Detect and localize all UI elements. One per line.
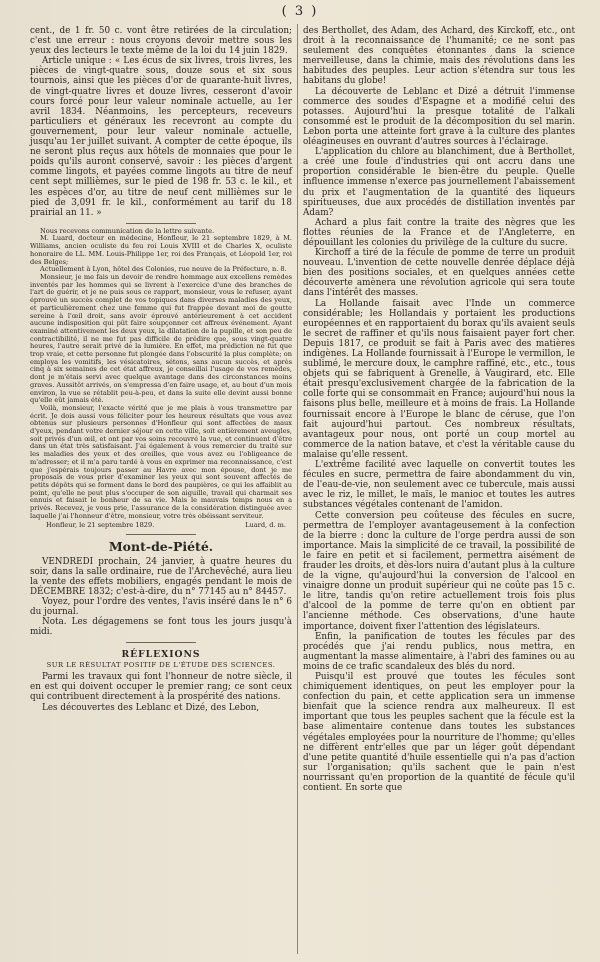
section-divider — [126, 642, 196, 643]
auction-order-note: Voyez, pour l'ordre des ventes, l'avis inséré dans le n° 6 du journal. — [30, 596, 292, 617]
reflexions-paragraph-1: Parmi les travaux qui font l'honneur de notre siècle, il en est qui doivent occuper le premier rang; ce sont ceux qui contribuent directement à la prospérité des nations. — [30, 672, 292, 703]
conversion-paragraph: Cette conversion peu coûteuse des fécules en sucre, permettra de l'employer avantageusement à la confection de la bierre : donc la culture de l'orge perdra aussi de son importance. Mais la simplicité de ce travail, la possibilité de le faire en petit et si facilement, permettra aisément de frauder les droits, et dès-lors nuira d'autant plus à la culture de la vigne, qu'aujourd'hui la conversion de l'alcool en vinaigre donne un produit supérieur qui ne coûte pas 15 c. le litre, tandis qu'on retire actuellement trois fois plus d'alcool de la pomme de terre qu'on en obtient par l'ancienne méthode. Ces observations, d'une haute importance, doivent fixer l'attention des législateurs. — [303, 510, 575, 632]
scientists-paragraph: des Berthollet, des Adam, des Achard, des Kirckoff, etc., ont droit à la reconnaissance de l'humanité; ce ne sont pas seulement des conquêtes étonnantes dans la science merveilleuse, dans la chimie, mais des révolutions dans les habitudes des peuples. Leur action s'étendra sur tous les habitans du globe! — [303, 26, 575, 87]
coin-intro-paragraph: cent., de 1 fr. 50 c. vont être retirées de la circulation; c'est une erreur : nous croyons devoir mettre sous les yeux des lecteurs le texte même de la loi du 14 juin 1829. — [30, 26, 292, 57]
panification-paragraph: Enfin, la panification de toutes les fécules par des procédés que j'ai rendu publics, nous mettra, en augmentant la masse alimentaire, à l'abri des famines ou au moins de ce trafic scandaleux des blés du nord. — [303, 631, 575, 672]
reflexions-heading: RÉFLEXIONS — [121, 649, 201, 661]
left-column — [30, 26, 292, 713]
leblanc-dize-paragraph: La découverte de Leblanc et Dizé a détruit l'immense commerce des soudes d'Espagne et a modifié celui des potasses. Aujourd'hui la presque totalité de l'alkali consommé est le produit de la décomposition du sel marin. Lebon porta une atteinte fort grave à la culture des plantes oléagineuses en ouvrant d'autres sources à l'éclairage. — [303, 86, 575, 148]
letter-body-1: Monsieur, je me fais un devoir de rendre hommage aux excellens remèdes inventés par les hommes qui se livrent à l'exercice d'une des branches de l'art de guérir, et je ne puis sous ce rapport, monsieur, vous le refuser, ayant éprouvé un succès complet de vos topiques dans diverses maladies des yeux, et particulièrement chez une femme qui fut frappée devant moi de goutte sereine à l'œil droit, sans avoir éprouvé antérieurement à cet accident aucune indisposition qui pût faire soupçonner cet affreux événement. Ayant examiné attentivement les deux yeux, la dilatation de la pupille, et son peu de contractibilité, il ne me fut pas difficile de prédire que, sous vingt-quatre heures, l'autre serait privé de la lumière. En effet, ma prédiction ne fut que trop vraie, et cette personne fut plongée dans l'obscurité la plus complète; on employa les vomitifs, les vésicatoires, sétons, sans aucun succès, et après cinq à six semaines de cet état affreux, je conseillai l'usage de vos remèdes, dont je m'étais servi avec quelque avantage dans des circonstances moins graves. Aussitôt arrivés, on s'empressa d'en faire usage, et, au bout d'un mois environ, la vue se rétablit peu-à-peu, et dans la suite elle devint aussi bonne qu'elle eût jamais été. — [30, 273, 292, 405]
berthollet-paragraph: L'application du chlore au blanchiment, due à Berthollet, a créé une foule d'industries qui ont accru dans une proportion considérable le bien-être du peuple. Quelle influence immense n'exerce pas journellement l'abaissement du prix et l'augmentation de la quantité des liqueurs spiritueuses, due aux procédés de distillation inventés par Adam? — [303, 147, 575, 218]
section-divider — [126, 534, 196, 535]
letter-address: Actuellement à Lyon, hôtel des Colonies, rue neuve de la Préfecture, n. 8. — [40, 265, 287, 274]
auction-notice: VENDREDI prochain, 24 janvier, à quatre heures du soir, dans la salle ordinaire, rue de l'Archevêché, aura lieu la vente des effets mobiliers, engagés pendant le mois de DÉCEMBRE 1832; c'est-à-dire, du n° 77145 au n° 84457. — [30, 556, 292, 597]
hollande-paragraph: La Hollande faisait avec l'Inde un commerce considérable; les Hollandais y portaient les productions européennes et en rapportaient du borax qu'ils avaient seuls le secret de raffiner et qu'ils nous faisaient payer fort cher. Depuis 1817, ce produit se fait à Paris avec des matières indigènes. La Hollande fournissait à l'Europe le vermillon, le sublimé, le mercure doux, le camphre raffiné, etc., etc., tous objets qui se fabriquent à Grenelle, à Vaugirard, etc. Elle était presqu'exclusivement chargée de la fabrication de la colle forte qui se consommait en France; aujourd'hui nous la faisons plus belle, meilleure et à moins de frais. La Hollande fournissait encore à l'Europe le blanc de céruse, que l'on fait aujourd'hui partout. Ces nombreux résultats, avantageux pour nous, ont porté un coup mortel au commerce de la nation batave, et c'est la véritable cause du malaise qu'elle ressent. — [303, 298, 575, 460]
section-divider — [126, 223, 196, 224]
fecules-sucre-paragraph: L'extrême facilité avec laquelle on convertit toutes les fécules en sucre, permettra de faire abondamment du vin, de l'eau-de-vie, non seulement avec ce tubercule, mais aussi avec le riz, le millet, le maïs, le manioc et toutes les autres substances végétales contenant de l'amidon. — [303, 460, 575, 511]
right-column — [303, 26, 575, 793]
fecule-pain-paragraph: Puisqu'il est prouvé que toutes les fécules sont chimiquement identiques, on peut les employer pour la confection du pain, et cette application sera un immense bienfait que la science rendra aux malheureux. Il est important que tous les peuples sachent que la fécule est la base alimentaire contenue dans toutes les substances végétales employées pour la nourriture de l'homme; qu'elles ne diffèrent entr'elles que par un léger goût dépendant d'une petite quantité d'huile essentielle qui n'a pas d'action sur l'organisation; qu'ils sachent que le pain n'est nourrissant qu'en proportion de la quantité de fécule qu'il contient. En sorte que — [303, 672, 575, 794]
letter-header: M. Luard, docteur en médecine, Honfleur, le 21 septembre 1829, à M. Williams, ancien oculiste du feu roi Louis XVIII et de Charles X, oculiste honoraire de LL. MM. Louis-Philippe 1er, roi des Français, et Léopold 1er, roi des Belges; — [30, 234, 292, 266]
reflexions-paragraph-2: Les découvertes des Leblanc et Dizé, des Lebon, — [42, 702, 260, 713]
law-article-paragraph: Article unique : « Les écus de six livres, trois livres, les pièces de vingt-quatre sous, douze sous et six sous tournois, ainsi que les pièces d'or de quarante-huit livres, de vingt-quatre livres et douze livres, cesseront d'avoir cours forcé pour leur valeur nominale actuelle, au 1er avril 1834. Néanmoins, les percepteurs, receveurs particuliers et généraux les recevront au compte du gouvernement, pour leur valeur nominale actuelle, jusqu'au 1er juillet suivant. A compter de cette époque, ils ne seront plus reçus aux hôtels de monnaies que pour le poids qu'ils auront conservé, savoir : les pièces d'argent comme lingots, et payées comme lingots au titre de neuf cent sept millièmes, sur le pied de 198 fr. 53 c. le kil., et les espèces d'or, au titre de neuf cent millièmes sur le pied de 3,091 fr. le kil., conformément au tarif du 18 prairial an 11. » — [30, 56, 292, 218]
achard-paragraph: Achard a plus fait contre la traite des nègres que les flottes réunies de la France et de l'Angleterre, en dépouillant les colonies du privilège de la culture du sucre. — [303, 217, 575, 248]
letter-body-2: Voilà, monsieur, l'exacte vérité que je me plais à vous transmettre par écrit. Je dois aussi vous féliciter pour les heureux résultats que vous avez obtenus sur plusieurs personnes d'Honfleur qui sont affectées de maux d'yeux, pendant votre dernier séjour en cette ville, soit entièrement aveugles, soit privés d'un œil, et ont par vos soins recouvré la vue, et continuent d'être dans un état très satisfaisant. J'ai également à vous remercier du traité sur les maladies des yeux et des oreilles, que vous avez eu l'obligeance de m'adresser; et il m'a paru tardé à vous en exprimer ma reconnaissance, c'est que j'espérais toujours passer au Havre avec mon épouse, dont je me proposais de vous prier d'examiner les yeux qui sont souvent affectés de petits dépôts qui se forment dans le bord des paupières, ce qui les affaiblit au point, qu'elle ne peut plus s'occuper de son aiguille, travail qui charmait ses ennuis et faisait le bonheur de sa vie. Mais le mauvais temps nous en a privés. Recevez, je vous prie, l'assurance de la considération distinguée avec laquelle j'ai l'honneur d'être, monsieur, votre très obéissant serviteur. — [30, 403, 292, 520]
column-divider — [297, 24, 298, 954]
letter-intro: Nous recevons communication de la lettre suivante. — [40, 226, 215, 235]
reflexions-subheading: SUR LE RÉSULTAT POSITIF DE L'ÉTUDE DES SCIENCES. — [46, 661, 276, 670]
signature-name: Luard, d. m. — [245, 520, 286, 529]
mont-de-piete-heading: Mont-de-Piété. — [108, 538, 214, 554]
signature-place-date: Honfleur, le 21 septembre 1829. — [46, 520, 155, 529]
auction-nota: Nota. Les dégagemens se font tous les jours jusqu'à midi. — [30, 617, 292, 638]
page-number: ( 3 ) — [281, 4, 319, 19]
kirchoff-paragraph: Kirchoff a tiré de la fécule de pomme de terre un produit nouveau. L'invention de cette nouvelle denrée déplace déjà bien des positions sociales, et en quelques années cette découverte amènera une révolution agricole qui sera toute dans l'intérêt des masses. — [303, 248, 575, 299]
letter-signature — [30, 521, 292, 529]
